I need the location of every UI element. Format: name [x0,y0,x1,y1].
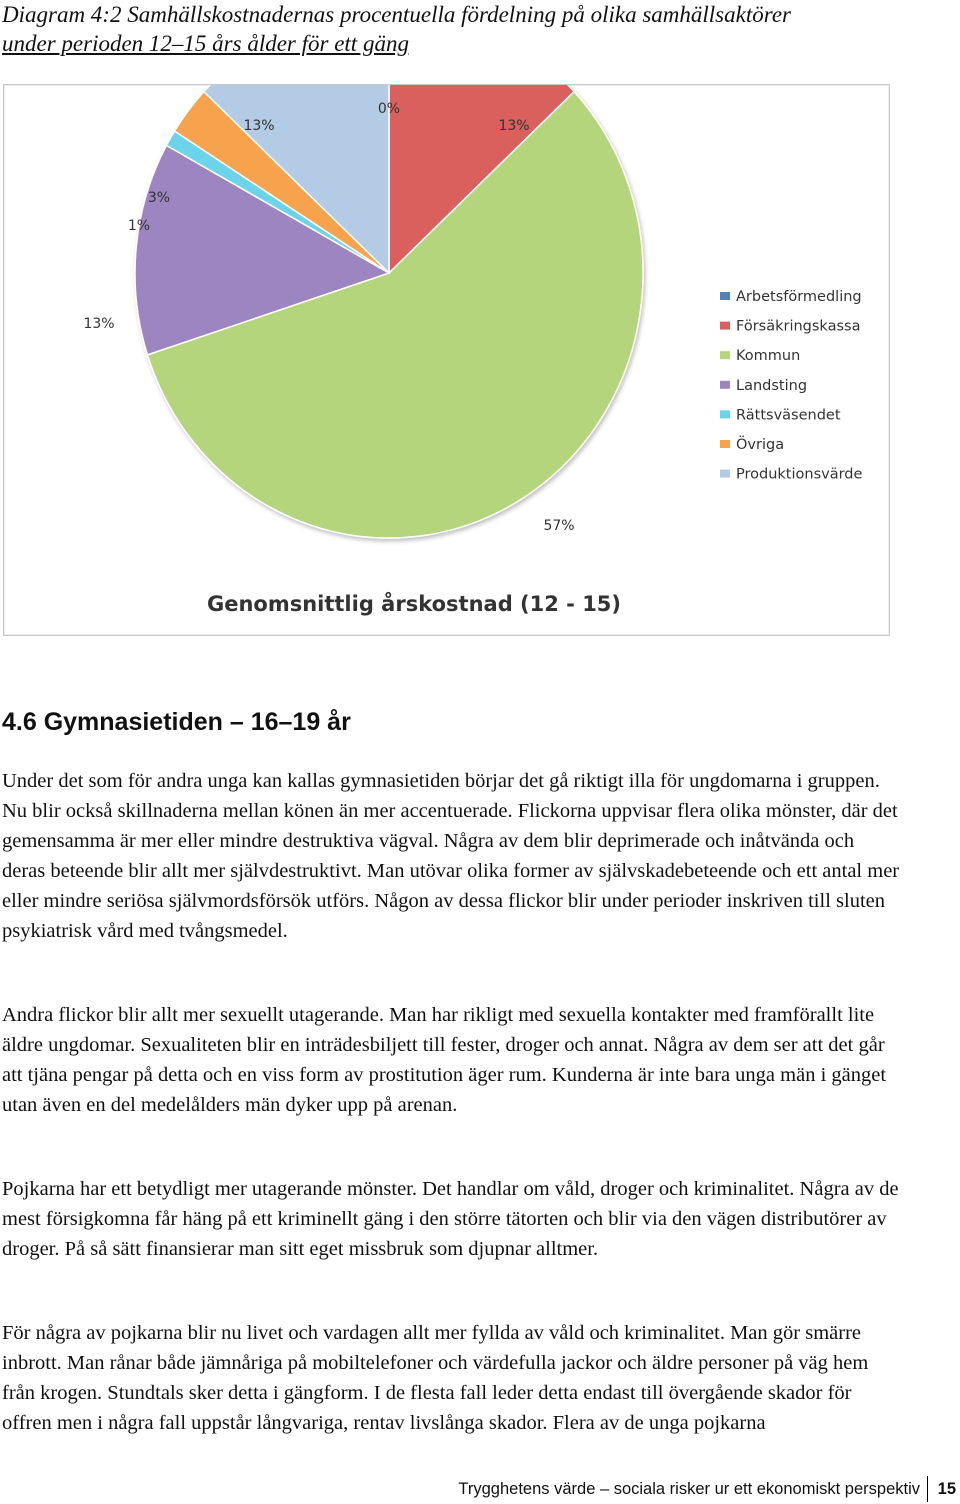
page-footer [0,1476,958,1504]
legend-swatch [720,351,730,359]
pie-chart-canvas [4,85,889,635]
legend-label: Försäkringskassa [736,318,861,335]
footer-title: Trygghetens värde – sociala risker ur ett ekonomiskt perspektiv [458,1480,920,1498]
footer-divider [927,1476,928,1502]
page-number: 15 [937,1480,956,1498]
caption-line-1: Diagram 4:2 Samhällskostnadernas procentuella fördelning på olika samhällsaktörer [2,2,791,27]
legend-label: Landsting [736,377,808,394]
slice-label: 13% [498,118,530,134]
legend-label: Rättsväsendet [736,407,841,424]
slice-label: 57% [543,518,575,534]
legend-label: Kommun [736,348,801,365]
body-paragraph: Under det som för andra unga kan kallas gymnasietiden börjar det gå riktigt illa för ungdomarna i gruppen. Nu blir också skillnaderna mellan könen än mer accentuerade. Flickorna uppvisar flera olika mönster, där det gemensamma är mer eller mindre destruktiva vägval. Några av dem blir deprimerade och inåtvända och deras beteende blir allt mer självdestruktivt. Man utövar olika former av självskadebeteende och ett antal mer eller mindre seriösa självmordsförsök utförs. Någon av dessa flickor blir under perioder inskriven till sluten psykiatrisk vård med tvångsmedel. [2,770,900,942]
diagram-caption [2,0,952,58]
section-heading: 4.6 Gymnasietiden – 16–19 år [2,708,351,736]
legend-swatch [720,470,730,478]
pie-chart [3,84,890,636]
legend-swatch [720,410,730,418]
slice-label: 1% [127,218,151,234]
slice-label: 13% [83,316,115,332]
legend-swatch [720,322,730,330]
legend-swatch [720,292,730,300]
slice-label: 0% [377,101,401,117]
slice-label: 13% [243,118,275,134]
body-paragraph: Andra flickor blir allt mer sexuellt utagerande. Man har rikligt med sexuella kontakter med framförallt lite äldre ungdomar. Sexualiteten blir en inträdesbiljett till fester, droger och annat. Några av dem ser att det går att tjäna pengar på detta och en viss form av prostitution äger rum. Kunderna är inte bara unga män i gänget utan även en del medelålders män dyker upp på arenan. [2,1004,887,1116]
chart-title: Genomsnittlig årskostnad (12 - 15) [206,592,622,616]
body-paragraph: För några av pojkarna blir nu livet och vardagen allt mer fyllda av våld och kriminalitet. Man gör smärre inbrott. Man rånar både jämnåriga på mobiltelefoner och värdefulla jackor och äldre personer på väg hem från krogen. Stundtals sker detta i gängform. I de flesta fall leder detta endast till övergående skador för offren men i några fall uppstår långvariga, rentav livslånga skador. Flera av de unga pojkarna [2,1322,869,1434]
legend-swatch [720,440,730,448]
legend-label: Produktionsvärde [736,466,863,483]
legend-swatch [720,381,730,389]
body-paragraph: Pojkarna har ett betydligt mer utagerande mönster. Det handlar om våld, droger och kriminalitet. Några av de mest försigkomna får häng på ett kriminellt gäng i den större tätorten och blir via den vägen distributörer av droger. På så sätt finansierar man sitt eget missbruk som djupnar alltmer. [2,1178,899,1260]
legend-label: Arbetsförmedling [736,289,862,305]
legend-label: Övriga [736,437,785,453]
slice-label: 3% [147,190,171,206]
caption-line-2: under perioden 12–15 års ålder för ett gäng [2,31,409,56]
